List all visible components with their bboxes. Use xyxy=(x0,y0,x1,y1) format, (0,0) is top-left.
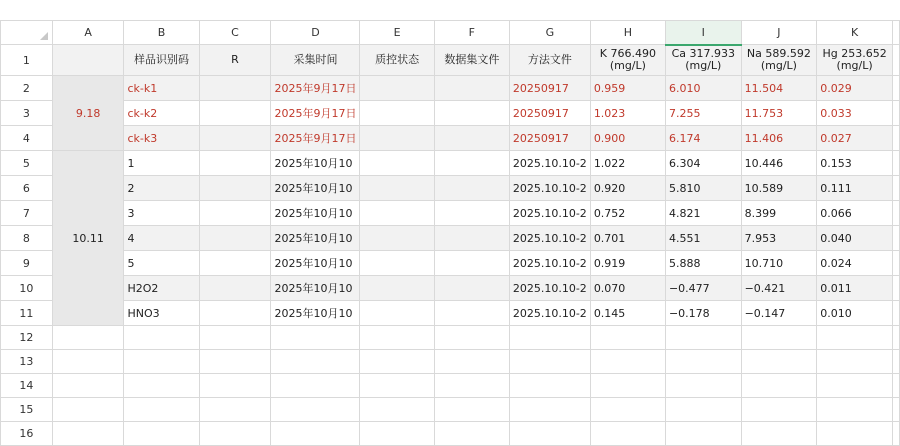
row-header[interactable]: 1 xyxy=(1,45,53,76)
cell-na[interactable]: 10.710 xyxy=(741,251,817,276)
cell-collect-time[interactable]: 2025年9月17日 xyxy=(271,76,360,101)
cell-dataset-file[interactable] xyxy=(434,226,509,251)
cell-hg[interactable]: 0.153 xyxy=(817,151,893,176)
cell-k[interactable]: 0.920 xyxy=(590,176,665,201)
cell-qc-status[interactable] xyxy=(360,201,434,226)
cell-r[interactable] xyxy=(199,76,271,101)
cell-na[interactable]: 11.753 xyxy=(741,101,817,126)
cell-qc-status[interactable] xyxy=(360,301,434,326)
cell-r[interactable] xyxy=(199,151,271,176)
cell-hg[interactable]: 0.040 xyxy=(817,226,893,251)
row-header[interactable]: 4 xyxy=(1,126,53,151)
cell-qc-status[interactable] xyxy=(360,251,434,276)
sheet-grid xyxy=(0,20,900,446)
row-header[interactable]: 8 xyxy=(1,226,53,251)
cell-method-file[interactable]: 2025.10.10-2 xyxy=(509,151,590,176)
cell-header-na[interactable] xyxy=(741,45,817,76)
cell-sample-id[interactable]: 4 xyxy=(124,226,199,251)
hg-element-label: Hg 253.652 xyxy=(822,47,887,60)
cell-na[interactable]: −0.147 xyxy=(741,301,817,326)
cell-sample-id[interactable]: H2O2 xyxy=(124,276,199,301)
cell-header-r[interactable]: R xyxy=(199,45,271,76)
cell-collect-time[interactable]: 2025年9月17日 xyxy=(271,126,360,151)
cell-r[interactable] xyxy=(199,276,271,301)
cell-dataset-file[interactable] xyxy=(434,301,509,326)
column-header-h[interactable]: H xyxy=(590,21,665,45)
ca-element-label: Ca 317.933 xyxy=(671,47,735,61)
cell-header-dataset-file[interactable]: 数据集文件 xyxy=(434,45,509,76)
cell-header-hg[interactable] xyxy=(817,45,893,76)
group-label-918[interactable]: 9.18 xyxy=(52,76,124,151)
cell-ca[interactable]: 6.304 xyxy=(665,151,741,176)
group-label-1011[interactable]: 10.11 xyxy=(52,151,124,326)
cell-method-file[interactable]: 2025.10.10-2 xyxy=(509,276,590,301)
cell-header-k[interactable] xyxy=(590,45,665,76)
cell-r[interactable] xyxy=(199,251,271,276)
row-header[interactable]: 12 xyxy=(1,326,53,350)
cell-method-file[interactable]: 2025.10.10-2 xyxy=(509,226,590,251)
cell-dataset-file[interactable] xyxy=(434,76,509,101)
na-unit-label: (mg/L) xyxy=(760,59,797,72)
column-header-e[interactable]: E xyxy=(360,21,434,45)
cell-ca[interactable]: −0.477 xyxy=(665,276,741,301)
row-header[interactable]: 10 xyxy=(1,276,53,301)
empty-cell[interactable] xyxy=(893,276,900,301)
column-header-b[interactable]: B xyxy=(124,21,199,45)
cell-header-qc-status[interactable]: 质控状态 xyxy=(360,45,434,76)
cell-k[interactable]: 0.959 xyxy=(590,76,665,101)
cell-dataset-file[interactable] xyxy=(434,126,509,151)
cell-na[interactable]: 11.504 xyxy=(741,76,817,101)
cell-dataset-file[interactable] xyxy=(434,151,509,176)
row-header[interactable]: 14 xyxy=(1,374,53,398)
cell-hg[interactable]: 0.011 xyxy=(817,276,893,301)
cell-qc-status[interactable] xyxy=(360,76,434,101)
empty-cell[interactable] xyxy=(893,301,900,326)
cell-header-ca[interactable] xyxy=(665,45,741,76)
cell-method-file[interactable]: 2025.10.10-2 xyxy=(509,176,590,201)
cell-dataset-file[interactable] xyxy=(434,251,509,276)
empty-cell[interactable] xyxy=(893,76,900,101)
cell-method-file[interactable]: 2025.10.10-2 xyxy=(509,201,590,226)
cell-qc-status[interactable] xyxy=(360,226,434,251)
ca-unit-label: (mg/L) xyxy=(685,59,722,73)
cell-qc-status[interactable] xyxy=(360,276,434,301)
cell-dataset-file[interactable] xyxy=(434,276,509,301)
cell-na[interactable]: 10.589 xyxy=(741,176,817,201)
cell-method-file[interactable]: 20250917 xyxy=(509,76,590,101)
cell-ca[interactable]: −0.178 xyxy=(665,301,741,326)
cell-a1[interactable] xyxy=(52,45,124,76)
cell-hg[interactable]: 0.010 xyxy=(817,301,893,326)
cell-qc-status[interactable] xyxy=(360,151,434,176)
cell-k[interactable]: 0.701 xyxy=(590,226,665,251)
cell-hg[interactable]: 0.029 xyxy=(817,76,893,101)
cell-header-sample-id[interactable]: 样品识别码 xyxy=(124,45,199,76)
column-header-k[interactable]: K xyxy=(817,21,893,45)
cell-r[interactable] xyxy=(199,301,271,326)
cell-r[interactable] xyxy=(199,201,271,226)
row-header[interactable]: 13 xyxy=(1,350,53,374)
cell-method-file[interactable]: 20250917 xyxy=(509,126,590,151)
empty-cell[interactable] xyxy=(893,126,900,151)
cell-sample-id[interactable]: HNO3 xyxy=(124,301,199,326)
cell-collect-time[interactable]: 2025年10月10 xyxy=(271,151,360,176)
column-header-f[interactable]: F xyxy=(434,21,509,45)
select-all-corner[interactable] xyxy=(1,21,53,45)
column-header-g[interactable]: G xyxy=(509,21,590,45)
cell-r[interactable] xyxy=(199,176,271,201)
cell-k[interactable]: 0.919 xyxy=(590,251,665,276)
column-header-i[interactable]: I xyxy=(665,21,741,45)
hg-unit-label: (mg/L) xyxy=(836,59,873,72)
cell-r[interactable] xyxy=(199,126,271,151)
cell-qc-status[interactable] xyxy=(360,101,434,126)
cell-k[interactable]: 0.752 xyxy=(590,201,665,226)
empty-cell[interactable] xyxy=(893,45,900,76)
cell-hg[interactable]: 0.111 xyxy=(817,176,893,201)
cell-sample-id[interactable]: 3 xyxy=(124,201,199,226)
cell-dataset-file[interactable] xyxy=(434,201,509,226)
cell-ca[interactable]: 5.810 xyxy=(665,176,741,201)
cell-hg[interactable]: 0.033 xyxy=(817,101,893,126)
cell-collect-time[interactable]: 2025年10月10 xyxy=(271,301,360,326)
cell-qc-status[interactable] xyxy=(360,126,434,151)
empty-cell[interactable] xyxy=(893,201,900,226)
empty-cell[interactable] xyxy=(893,226,900,251)
cell-sample-id[interactable]: ck-k2 xyxy=(124,101,199,126)
cell-dataset-file[interactable] xyxy=(434,176,509,201)
cell-k[interactable]: 0.900 xyxy=(590,126,665,151)
column-header-a[interactable]: A xyxy=(52,21,124,45)
cell-collect-time[interactable]: 2025年9月17日 xyxy=(271,101,360,126)
cell-ca[interactable]: 4.551 xyxy=(665,226,741,251)
cell-na[interactable]: 8.399 xyxy=(741,201,817,226)
cell-sample-id[interactable]: ck-k1 xyxy=(124,76,199,101)
na-element-label: Na 589.592 xyxy=(746,47,811,60)
k-element-label: K 766.490 xyxy=(599,47,656,60)
row-header[interactable]: 9 xyxy=(1,251,53,276)
empty-cell[interactable] xyxy=(893,251,900,276)
cell-k[interactable]: 1.023 xyxy=(590,101,665,126)
cell-sample-id[interactable]: ck-k3 xyxy=(124,126,199,151)
cell-sample-id[interactable]: 2 xyxy=(124,176,199,201)
cell-ca[interactable]: 6.010 xyxy=(665,76,741,101)
cell-collect-time[interactable]: 2025年10月10 xyxy=(271,176,360,201)
row-header[interactable]: 2 xyxy=(1,76,53,101)
cell-r[interactable] xyxy=(199,226,271,251)
empty-cell[interactable] xyxy=(893,176,900,201)
cell-na[interactable]: −0.421 xyxy=(741,276,817,301)
row-header[interactable]: 16 xyxy=(1,422,53,446)
cell-method-file[interactable]: 2025.10.10-2 xyxy=(509,251,590,276)
cell-hg[interactable]: 0.024 xyxy=(817,251,893,276)
column-header-c[interactable]: C xyxy=(199,21,271,45)
cell-collect-time[interactable]: 2025年10月10 xyxy=(271,226,360,251)
cell-sample-id[interactable]: 5 xyxy=(124,251,199,276)
cell-hg[interactable]: 0.027 xyxy=(817,126,893,151)
empty-cell[interactable] xyxy=(893,151,900,176)
cell-ca[interactable]: 7.255 xyxy=(665,101,741,126)
row-header[interactable]: 5 xyxy=(1,151,53,176)
row-header[interactable]: 15 xyxy=(1,398,53,422)
cell-r[interactable] xyxy=(199,101,271,126)
cell-method-file[interactable]: 2025.10.10-2 xyxy=(509,301,590,326)
cell-hg[interactable]: 0.066 xyxy=(817,201,893,226)
row-header[interactable]: 6 xyxy=(1,176,53,201)
row-header[interactable]: 3 xyxy=(1,101,53,126)
cell-method-file[interactable]: 20250917 xyxy=(509,101,590,126)
cell-collect-time[interactable]: 2025年10月10 xyxy=(271,251,360,276)
cell-na[interactable]: 10.446 xyxy=(741,151,817,176)
cell-header-collect-time[interactable]: 采集时间 xyxy=(271,45,360,76)
cell-ca[interactable]: 5.888 xyxy=(665,251,741,276)
cell-na[interactable]: 11.406 xyxy=(741,126,817,151)
row-header[interactable]: 7 xyxy=(1,201,53,226)
empty-cell[interactable] xyxy=(893,101,900,126)
column-header-blank[interactable] xyxy=(893,21,900,45)
column-header-d[interactable]: D xyxy=(271,21,360,45)
cell-sample-id[interactable]: 1 xyxy=(124,151,199,176)
cell-header-method-file[interactable]: 方法文件 xyxy=(509,45,590,76)
cell-na[interactable]: 7.953 xyxy=(741,226,817,251)
k-unit-label: (mg/L) xyxy=(609,59,646,72)
cell-ca[interactable]: 6.174 xyxy=(665,126,741,151)
column-header-j[interactable]: J xyxy=(741,21,817,45)
cell-collect-time[interactable]: 2025年10月10 xyxy=(271,201,360,226)
select-all-triangle-icon xyxy=(40,32,48,40)
row-header[interactable]: 11 xyxy=(1,301,53,326)
cell-qc-status[interactable] xyxy=(360,176,434,201)
cell-dataset-file[interactable] xyxy=(434,101,509,126)
cell-k[interactable]: 0.145 xyxy=(590,301,665,326)
cell-collect-time[interactable]: 2025年10月10 xyxy=(271,276,360,301)
cell-k[interactable]: 1.022 xyxy=(590,151,665,176)
cell-ca[interactable]: 4.821 xyxy=(665,201,741,226)
cell-k[interactable]: 0.070 xyxy=(590,276,665,301)
